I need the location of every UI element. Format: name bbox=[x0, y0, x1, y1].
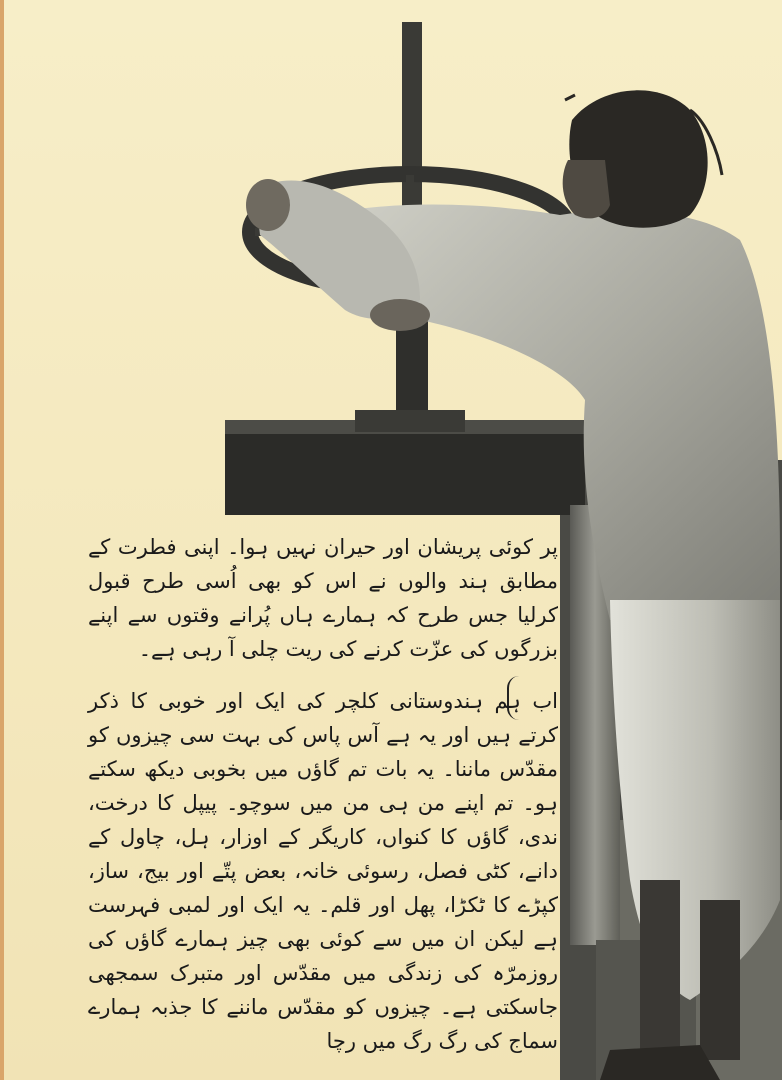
paragraph-2: اب ہم ہندوستانی کلچر کی ایک اور خوبی کا ذکر کرتے ہیں اور یہ ہے آس پاس کی بہت سی چیزوں کو مقدّس ماننا۔ یہ بات تم گاؤں میں بخوبی دیکھ سکتے ہو۔ تم اپنے من ہی من میں سوچو۔ پیپل کا درخت، ندی، گاؤں کا کنواں، کاریگر کے اوزار، ہل، چاول کے دانے، کٹی فصل، رسوئی خانہ، بعض پتّے اور بیج، ساز، کپڑے کا ٹکڑا، پھل اور قلم۔ یہ ایک اور لمبی فہرست ہے لیکن ان میں سے کوئی بھی چیز ہمارے گاؤں کی روزمرّہ کی زندگی میں مقدّس اور متبرک سمجھی جاسکتی ہے۔ چیزوں کو مقدّس ماننے کا جذبہ ہمارے سماج کی رگ رگ میں رچا bbox=[88, 689, 558, 1053]
paragraph-1: پر کوئی پریشان اور حیران نہیں ہوا۔ اپنی فطرت کے مطابق ہند والوں نے اس کو بھی اُسی طرح قبول کرلیا جس طرح کہ ہمارے ہاں پُرانے وقتوں سے اپنے بزرگوں کی عزّت کرنے کی ریت چلی آ رہی ہے۔ bbox=[88, 535, 558, 661]
article-text bbox=[88, 530, 558, 1076]
